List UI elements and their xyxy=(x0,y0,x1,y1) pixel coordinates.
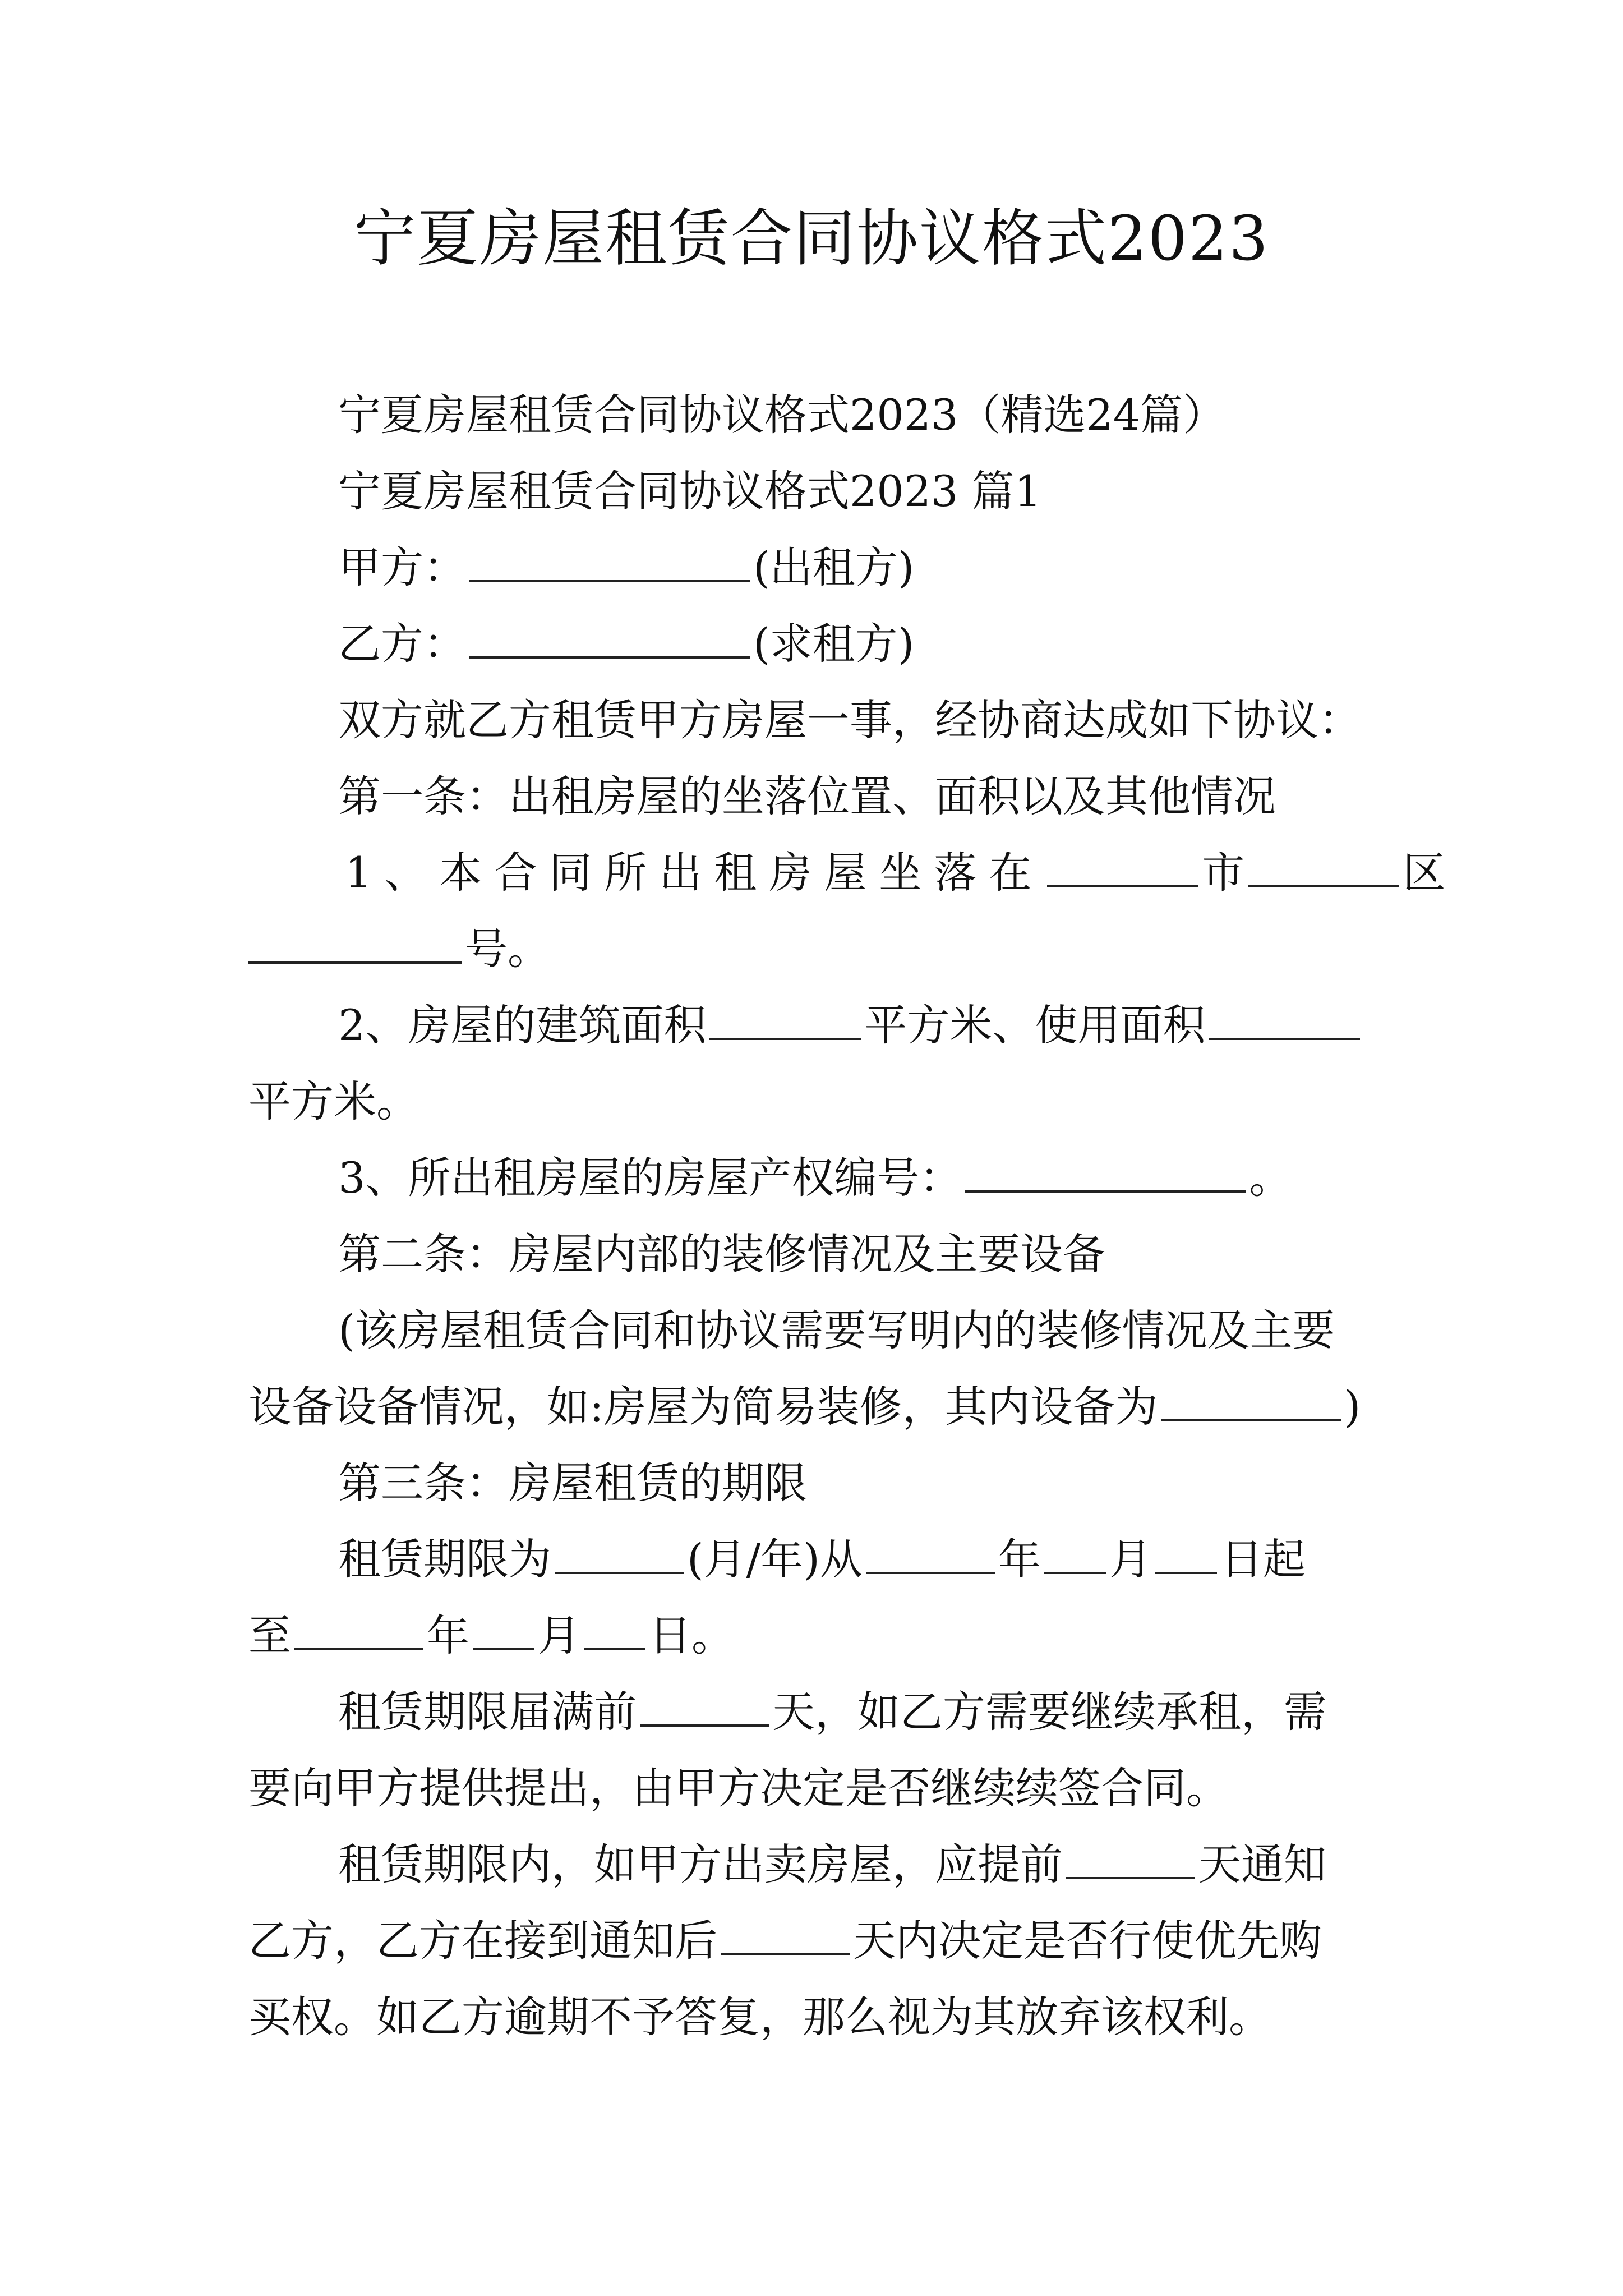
decoration-note-text: (该房屋租赁合同和协议需要写明内的装修情况及主要 xyxy=(338,1305,1335,1355)
building-area-label: 2、房屋的建筑面积 xyxy=(338,1000,707,1050)
usable-area-blank xyxy=(1209,1027,1360,1040)
party-b-blank xyxy=(469,645,750,659)
usable-area-label: 平方米、使用面积 xyxy=(864,1000,1206,1050)
party-b-line xyxy=(0,616,1623,672)
area-unit-text: 平方米。 xyxy=(248,1076,419,1126)
decision-label: 乙方，乙方在接到通知后 xyxy=(248,1916,717,1966)
city-blank xyxy=(1047,874,1198,887)
waiver-line xyxy=(0,1989,1623,2045)
lease-term-line xyxy=(0,1531,1623,1588)
subtitle-text: 宁夏房屋租赁合同协议格式2023（精选24篇） xyxy=(338,390,1226,440)
lease-term-cont xyxy=(0,1608,1623,1664)
end-year-label: 年 xyxy=(427,1611,469,1660)
end-month-blank xyxy=(473,1637,534,1650)
end-day-blank xyxy=(584,1637,645,1650)
renewal-cont-text: 要向甲方提供提出，由甲方决定是否继续续签合同。 xyxy=(248,1763,1229,1813)
sale-notice-cont xyxy=(0,1913,1623,1969)
lease-term-unit: (月/年)从 xyxy=(687,1534,863,1584)
article-three-text: 第三条：房屋租赁的期限 xyxy=(338,1458,807,1508)
section-heading xyxy=(0,463,1623,519)
building-area-blank xyxy=(709,1027,861,1040)
start-month-blank xyxy=(1044,1561,1106,1574)
renewal-days-blank xyxy=(640,1713,769,1727)
agreement-intro xyxy=(0,692,1623,748)
renewal-text: 天，如乙方需要继续承租，需 xyxy=(772,1687,1326,1737)
equipment-close: ) xyxy=(1344,1382,1361,1432)
party-b-role: (求租方) xyxy=(753,619,915,669)
city-label: 市 xyxy=(1202,848,1245,898)
renewal-label: 租赁期限届满前 xyxy=(338,1687,637,1737)
party-a-role: (出租方) xyxy=(753,542,915,592)
clause-property-line xyxy=(0,1150,1623,1206)
district-blank xyxy=(1248,874,1399,887)
document-title: 宁夏房屋租赁合同协议格式2023 xyxy=(354,203,1269,274)
equipment-blank xyxy=(1161,1408,1341,1421)
article-three-heading xyxy=(0,1455,1623,1511)
decision-days-blank xyxy=(721,1942,850,1955)
start-year-blank xyxy=(866,1561,995,1574)
start-day-label: 日起 xyxy=(1220,1534,1306,1584)
clause-location-line xyxy=(0,845,1623,901)
start-day-blank xyxy=(1155,1561,1217,1574)
start-year-label: 年 xyxy=(998,1534,1041,1584)
section-heading-text: 宁夏房屋租赁合同协议格式2023 篇1 xyxy=(338,466,1041,516)
waiver-text: 买权。如乙方逾期不予答复，那么视为其放弃该权利。 xyxy=(248,1992,1271,2042)
property-number-blank xyxy=(965,1179,1246,1193)
property-number-end: 。 xyxy=(1249,1153,1292,1203)
party-a-label: 甲方： xyxy=(338,542,466,592)
subtitle-line xyxy=(0,387,1623,443)
sale-notice-line xyxy=(0,1837,1623,1893)
decoration-note-line xyxy=(0,1303,1623,1359)
end-day-label: 日。 xyxy=(649,1611,734,1660)
article-two-heading xyxy=(0,1226,1623,1282)
sale-notice-text: 天通知 xyxy=(1198,1839,1326,1889)
decoration-note-cont xyxy=(0,1379,1623,1435)
number-blank xyxy=(248,950,462,964)
party-a-blank xyxy=(469,569,750,582)
party-a-line xyxy=(0,540,1623,596)
clause-location-cont xyxy=(0,921,1623,977)
sale-notice-blank xyxy=(1066,1866,1195,1879)
start-month-label: 月 xyxy=(1109,1534,1152,1584)
property-number-label: 3、所出租房屋的房屋产权编号： xyxy=(338,1153,962,1203)
end-month-label: 月 xyxy=(538,1611,580,1660)
clause-location-text: 1、本合同所出租房屋坐落在 xyxy=(345,848,1044,898)
lease-term-label: 租赁期限为 xyxy=(338,1534,551,1584)
lease-term-blank xyxy=(555,1561,684,1574)
end-to-label: 至 xyxy=(248,1611,291,1660)
decision-text: 天内决定是否行使优先购 xyxy=(853,1916,1322,1966)
district-label: 区 xyxy=(1403,848,1446,898)
end-year-blank xyxy=(294,1637,423,1650)
renewal-cont xyxy=(0,1760,1623,1816)
party-b-label: 乙方： xyxy=(338,619,466,669)
sale-notice-label: 租赁期限内，如甲方出卖房屋，应提前 xyxy=(338,1839,1063,1889)
renewal-line xyxy=(0,1684,1623,1740)
article-two-text: 第二条：房屋内部的装修情况及主要设备 xyxy=(338,1229,1105,1279)
clause-area-line xyxy=(0,997,1623,1053)
agreement-intro-text: 双方就乙方租赁甲方房屋一事，经协商达成如下协议： xyxy=(338,695,1361,745)
clause-area-cont xyxy=(0,1074,1623,1130)
number-label: 号。 xyxy=(465,924,550,974)
article-one-heading xyxy=(0,769,1623,825)
article-one-text: 第一条：出租房屋的坐落位置、面积以及其他情况 xyxy=(338,771,1276,821)
equipment-text: 设备设备情况，如:房屋为简易装修，其内设备为 xyxy=(248,1382,1158,1432)
